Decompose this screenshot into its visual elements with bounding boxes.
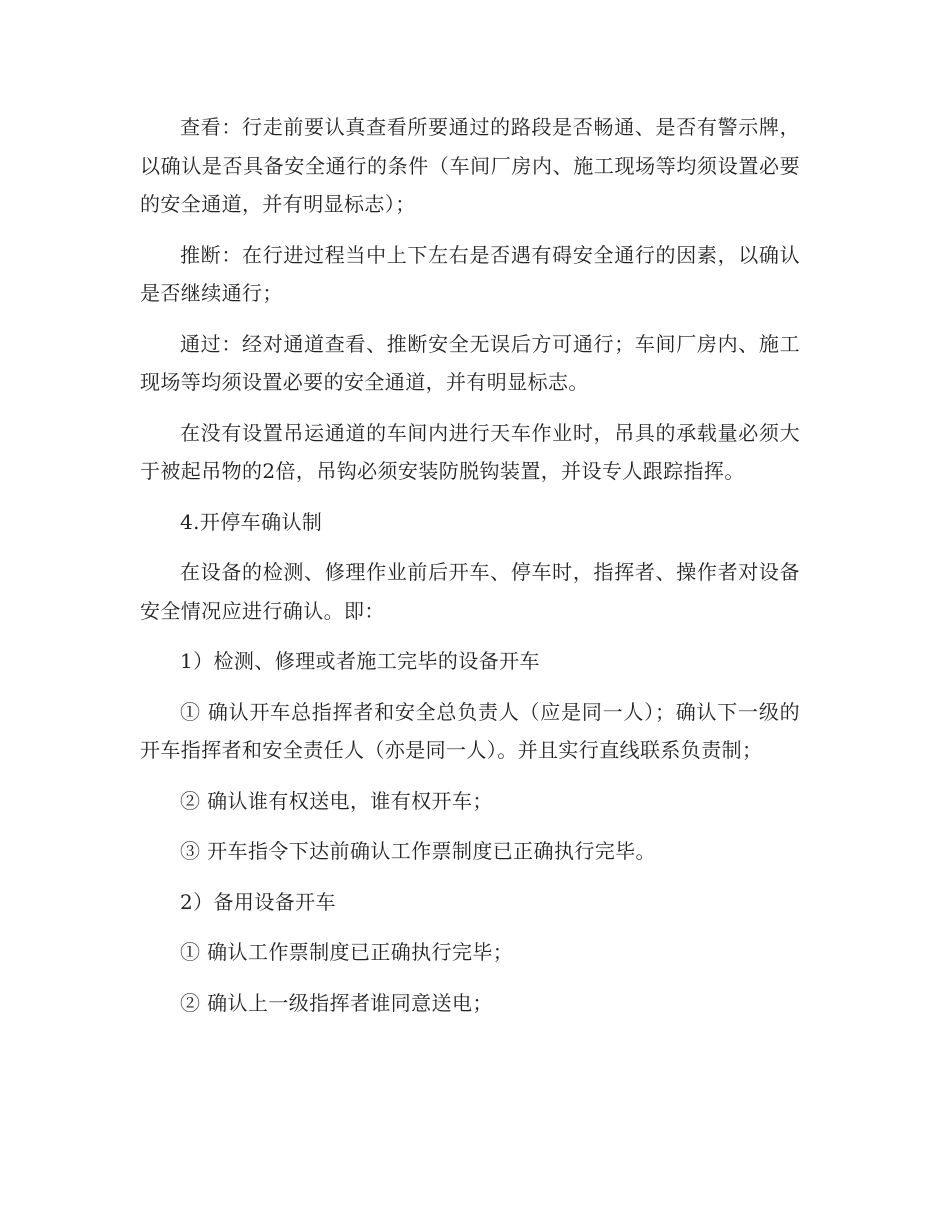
paragraph-view-check: 查看：行走前要认真查看所要通过的路段是否畅通、是否有警示牌，以确认是否具备安全通行的条件（车间厂房内、施工现场等均须设置必要的安全通道，并有明显标志）； [140,115,800,216]
section-heading-start-stop: 4.开停车确认制 [180,509,323,534]
document-body [140,108,800,1034]
list-item-standby-work-ticket: ① 确认工作票制度已正确执行完毕； [180,940,514,964]
paragraph-judge: 推断：在行进过程当中上下左右是否遇有碍安全通行的因素，以确认是否继续通行； [140,242,800,305]
paragraph-crane-operation: 在没有设置吊运通道的车间内进行天车作业时，吊具的承载量必须大于被起吊物的2倍，吊钩必须安装防脱钩装置，并设专人跟踪指挥。 [140,420,800,483]
list-item-standby-power-approval: ② 确认上一级指挥者谁同意送电； [180,990,493,1015]
list-item-work-ticket: ③ 开车指令下达前确认工作票制度已正确执行完毕。 [180,839,656,863]
subheading-repaired-equipment: 1）检测、修理或者施工完毕的设备开车 [180,649,540,673]
paragraph-pass: 通过：经对通道查看、推断安全无误后方可通行；车间厂房内、施工现场等均须设置必要的安全通道，并有明显标志。 [140,331,800,394]
subheading-standby-equipment: 2）备用设备开车 [180,889,336,914]
list-item-power-authority: ② 确认谁有权送电，谁有权开车； [180,788,493,813]
paragraph-start-stop-intro: 在设备的检测、修理作业前后开车、停车时，指挥者、操作者对设备安全情况应进行确认。即： [140,560,800,623]
list-item-commander: ① 确认开车总指挥者和安全总负责人（应是同一人）；确认下一级的开车指挥者和安全责任人（亦是同一人）。并且实行直线联系负责制； [140,699,800,762]
